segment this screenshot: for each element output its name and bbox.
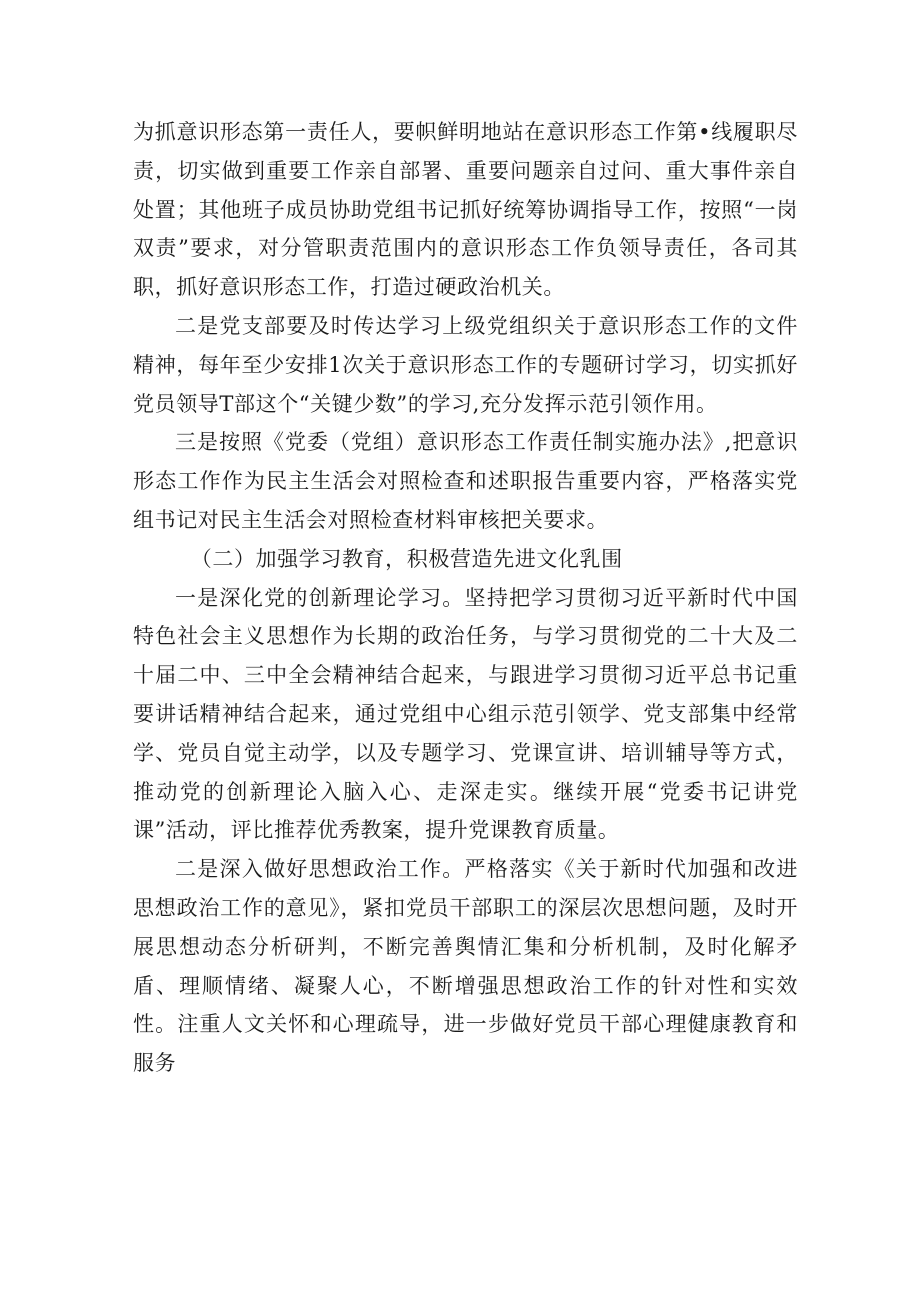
paragraph-continuation: 为抓意识形态第一责任人，要帜鲜明地站在意识形态工作第•线履职尽责，切实做到重要工作亲自部署、重要问题亲自过问、重大事件亲自处置；其他班子成员协助党组书记抓好统筹协调指导工作，按照“一岗双责”要求，对分管职责范围内的意识形态工作负领导责任，各司其职，抓好意识形态工作，打造过硬政治机关。	[133, 120, 798, 300]
section-heading: （二）加强学习教育，积极营造先进文化乳围	[190, 546, 623, 571]
paragraph-ideological-work: 二是深入做好思想政治工作。严格落实《关于新时代加强和改进思想政治工作的意见》，紧扣党员干部职工的深层次思想问题，及时开展思想动态分析研判，不断完善舆情汇集和分析机制，及时化解矛盾、理顺情绪、凝聚人心，不断增强思想政治工作的针对性和实效性。注重人文关怀和心理疏导，进一步做好党员干部心理健康教育和服务	[133, 857, 798, 1076]
paragraph-point-two: 二是党支部要及时传达学习上级党组织关于意识形态工作的文件精神，每年至少安排1次关于意识形态工作的专题研讨学习，切实抓好党员领导T部这个“关键少数”的学习,充分发挥示范引领作用。	[133, 313, 798, 416]
paragraph-study-theory: 一是深化党的创新理论学习。坚持把学习贯彻习近平新时代中国特色社会主义思想作为长期的政治任务，与学习贯彻党的二十大及二十届二中、三中全会精神结合起来，与跟进学习贯彻习近平总书记重要讲话精神结合起来，通过党组中心组示范引领学、党支部集中经常学、党员自觉主动学，以及专题学习、党课宣讲、培训辅导等方式，推动党的创新理论入脑入心、走深走实。继续开展“党委书记讲党课”活动，评比推荐优秀教案，提升党课教育质量。	[133, 585, 798, 843]
paragraph-point-three: 三是按照《党委（党组）意识形态工作责任制实施办法》,把意识形态工作作为民主生活会对照检查和述职报告重要内容，严格落实党组书记对民主生活会对照检查材料审核把关要求。	[133, 430, 798, 532]
document-body	[133, 113, 798, 1083]
